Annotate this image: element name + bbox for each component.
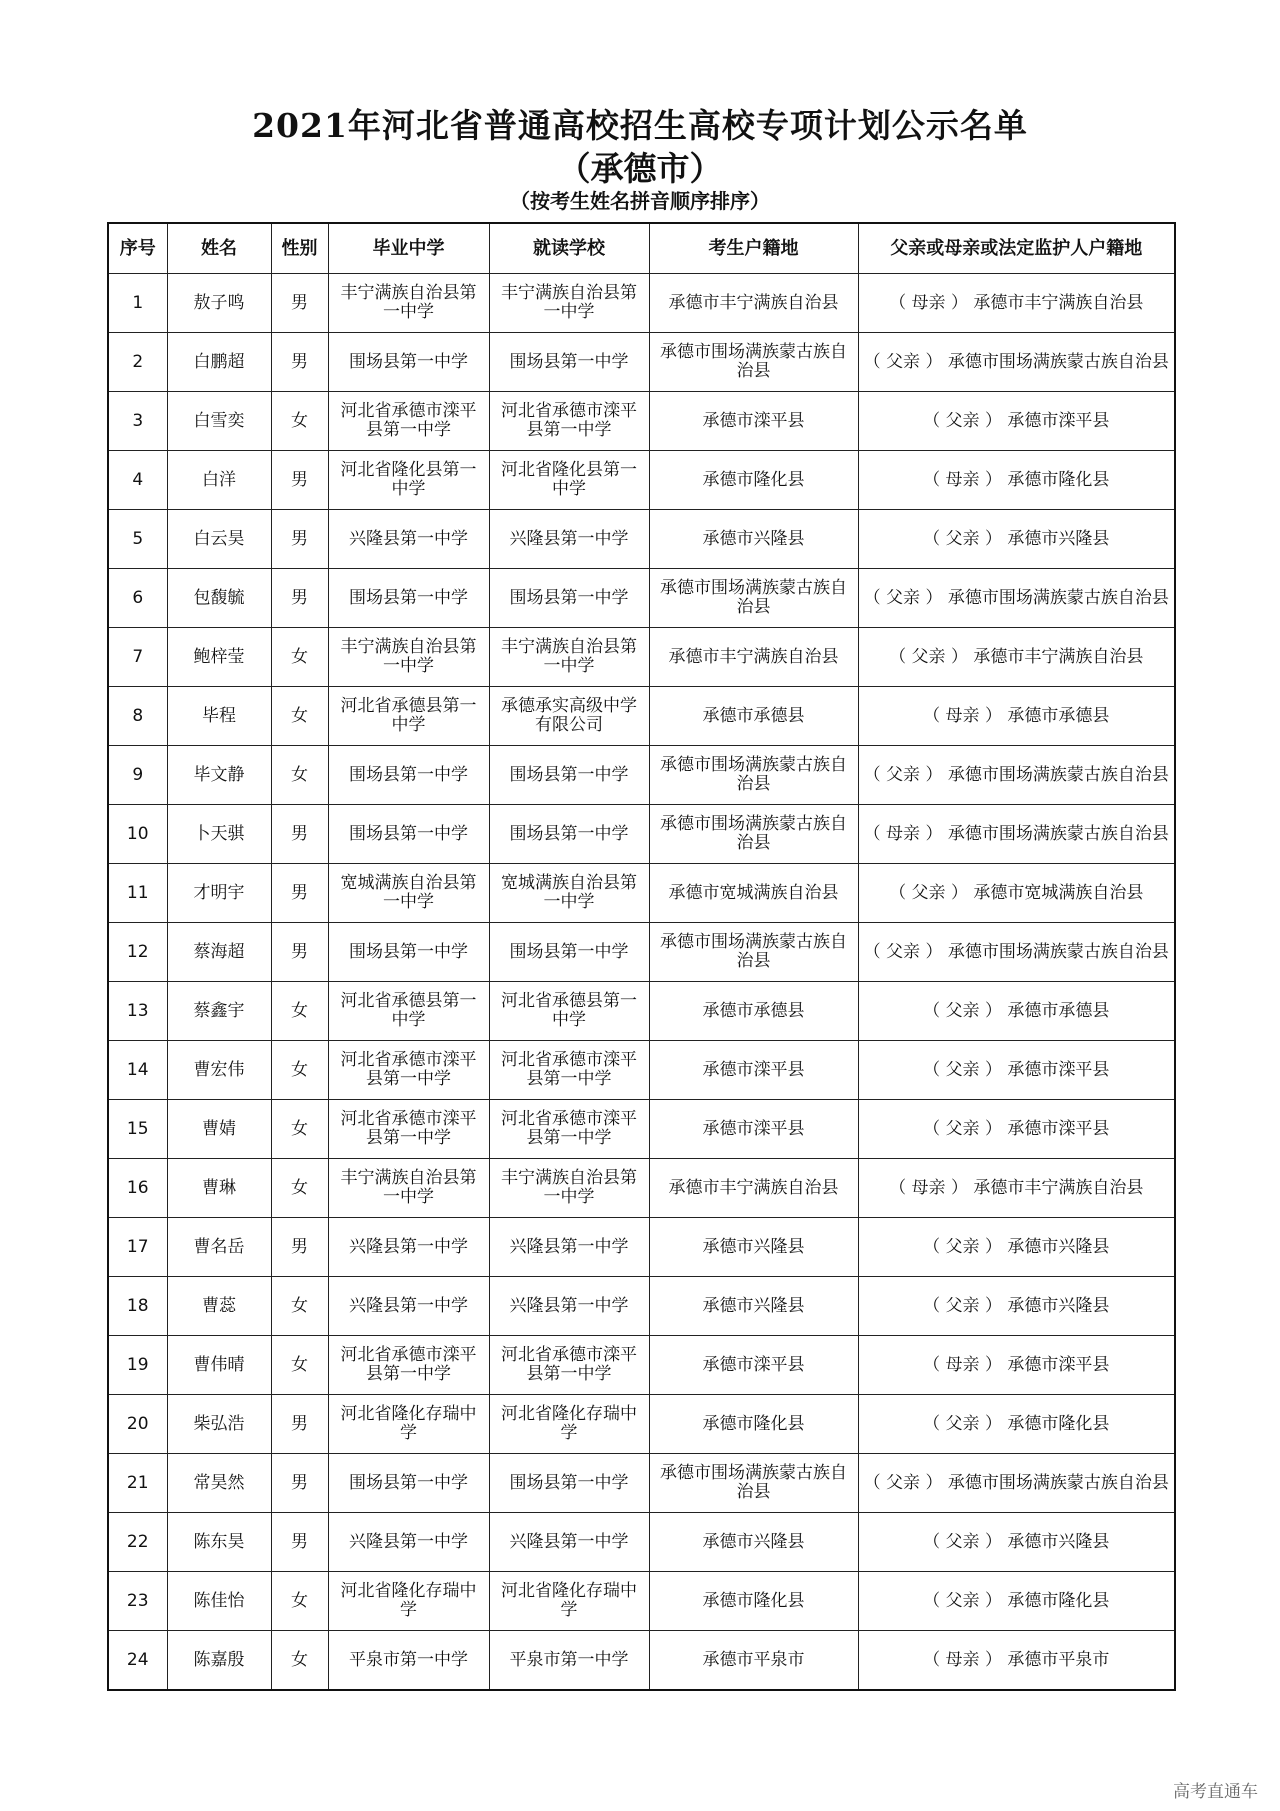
student-sex: 女 <box>271 1159 328 1218</box>
guardian-relation: （ 父亲 ） <box>863 764 943 785</box>
student-sex: 男 <box>271 1218 328 1277</box>
guardian-cell <box>858 392 1175 451</box>
student-sex: 女 <box>271 1631 328 1691</box>
guardian-relation: （ 父亲 ） <box>923 1531 1002 1552</box>
graduation-school: 丰宁满族自治县第一中学 <box>328 628 489 687</box>
guardian-cell <box>858 628 1175 687</box>
guardian-relation: （ 父亲 ） <box>923 1118 1002 1139</box>
student-name: 才明宇 <box>167 864 271 923</box>
row-number: 3 <box>108 392 167 451</box>
table-row <box>108 1100 1175 1159</box>
graduation-school: 兴隆县第一中学 <box>328 1277 489 1336</box>
guardian-residence: 承德市承德县 <box>1007 705 1110 726</box>
student-sex: 男 <box>271 274 328 333</box>
graduation-school: 河北省承德市滦平县第一中学 <box>328 392 489 451</box>
graduation-school: 平泉市第一中学 <box>328 1631 489 1691</box>
guardian-relation: （ 父亲 ） <box>863 351 943 372</box>
table-row <box>108 982 1175 1041</box>
student-name: 曹琳 <box>167 1159 271 1218</box>
student-residence: 承德市平泉市 <box>649 1631 858 1691</box>
student-residence: 承德市丰宁满族自治县 <box>649 628 858 687</box>
table-row <box>108 923 1175 982</box>
graduation-school: 围场县第一中学 <box>328 569 489 628</box>
student-residence: 承德市围场满族蒙古族自治县 <box>649 569 858 628</box>
graduation-school: 兴隆县第一中学 <box>328 1218 489 1277</box>
table-row <box>108 1218 1175 1277</box>
guardian-cell <box>858 333 1175 392</box>
current-school: 兴隆县第一中学 <box>489 510 649 569</box>
current-school: 围场县第一中学 <box>489 1454 649 1513</box>
current-school: 丰宁满族自治县第一中学 <box>489 628 649 687</box>
guardian-cell <box>858 1041 1175 1100</box>
table-row <box>108 805 1175 864</box>
student-sex: 女 <box>271 1336 328 1395</box>
student-sex: 男 <box>271 923 328 982</box>
guardian-residence: 承德市承德县 <box>1007 1000 1110 1021</box>
row-number: 4 <box>108 451 167 510</box>
table-row <box>108 333 1175 392</box>
student-name: 白云昊 <box>167 510 271 569</box>
column-header-current-school: 就读学校 <box>489 223 649 274</box>
student-residence: 承德市滦平县 <box>649 1041 858 1100</box>
watermark: 高考直通车 <box>1173 1782 1258 1802</box>
graduation-school: 河北省承德县第一中学 <box>328 687 489 746</box>
guardian-cell <box>858 1572 1175 1631</box>
current-school: 河北省承德县第一中学 <box>489 982 649 1041</box>
student-sex: 女 <box>271 687 328 746</box>
current-school: 围场县第一中学 <box>489 746 649 805</box>
guardian-cell <box>858 923 1175 982</box>
guardian-cell <box>858 982 1175 1041</box>
guardian-relation: （ 父亲 ） <box>923 1059 1002 1080</box>
student-residence: 承德市隆化县 <box>649 1572 858 1631</box>
guardian-residence: 承德市丰宁满族自治县 <box>973 292 1144 313</box>
guardian-residence: 承德市宽城满族自治县 <box>973 882 1144 903</box>
guardian-cell <box>858 1395 1175 1454</box>
student-sex: 女 <box>271 1572 328 1631</box>
row-number: 23 <box>108 1572 167 1631</box>
student-sex: 男 <box>271 805 328 864</box>
current-school: 河北省承德市滦平县第一中学 <box>489 392 649 451</box>
page-title: 2021年河北省普通高校招生高校专项计划公示名单 <box>252 106 1028 145</box>
student-name: 包馥毓 <box>167 569 271 628</box>
graduation-school: 河北省承德市滦平县第一中学 <box>328 1041 489 1100</box>
student-residence: 承德市滦平县 <box>649 1336 858 1395</box>
current-school: 围场县第一中学 <box>489 569 649 628</box>
guardian-relation: （ 母亲 ） <box>923 469 1002 490</box>
row-number: 22 <box>108 1513 167 1572</box>
student-residence: 承德市宽城满族自治县 <box>649 864 858 923</box>
student-name: 毕文静 <box>167 746 271 805</box>
student-residence: 承德市围场满族蒙古族自治县 <box>649 1454 858 1513</box>
student-sex: 男 <box>271 1395 328 1454</box>
student-residence: 承德市滦平县 <box>649 392 858 451</box>
student-name: 蔡鑫宇 <box>167 982 271 1041</box>
student-sex: 男 <box>271 510 328 569</box>
table-row <box>108 392 1175 451</box>
current-school: 兴隆县第一中学 <box>489 1218 649 1277</box>
student-residence: 承德市丰宁满族自治县 <box>649 1159 858 1218</box>
guardian-residence: 承德市丰宁满族自治县 <box>973 1177 1144 1198</box>
guardian-residence: 承德市兴隆县 <box>1007 1295 1110 1316</box>
guardian-cell <box>858 569 1175 628</box>
row-number: 12 <box>108 923 167 982</box>
table-row <box>108 1572 1175 1631</box>
student-residence: 承德市兴隆县 <box>649 1277 858 1336</box>
student-residence: 承德市围场满族蒙古族自治县 <box>649 805 858 864</box>
guardian-cell <box>858 1454 1175 1513</box>
student-name: 曹婧 <box>167 1100 271 1159</box>
guardian-relation: （ 父亲 ） <box>923 528 1002 549</box>
guardian-residence: 承德市围场满族蒙古族自治县 <box>947 941 1169 962</box>
guardian-cell <box>858 1336 1175 1395</box>
student-name: 曹宏伟 <box>167 1041 271 1100</box>
guardian-cell <box>858 274 1175 333</box>
student-name: 曹蕊 <box>167 1277 271 1336</box>
guardian-residence: 承德市围场满族蒙古族自治县 <box>947 823 1169 844</box>
student-residence: 承德市围场满族蒙古族自治县 <box>649 923 858 982</box>
student-sex: 男 <box>271 1513 328 1572</box>
guardian-residence: 承德市丰宁满族自治县 <box>973 646 1144 667</box>
table-header-row <box>108 223 1175 274</box>
student-sex: 女 <box>271 1041 328 1100</box>
table-row <box>108 1395 1175 1454</box>
table-row <box>108 1277 1175 1336</box>
guardian-residence: 承德市隆化县 <box>1007 1413 1110 1434</box>
current-school: 丰宁满族自治县第一中学 <box>489 274 649 333</box>
guardian-relation: （ 母亲 ） <box>889 292 968 313</box>
guardian-relation: （ 母亲 ） <box>923 1649 1002 1670</box>
current-school: 河北省承德市滦平县第一中学 <box>489 1041 649 1100</box>
row-number: 2 <box>108 333 167 392</box>
current-school: 河北省隆化县第一中学 <box>489 451 649 510</box>
guardian-relation: （ 母亲 ） <box>863 823 943 844</box>
table-row <box>108 1454 1175 1513</box>
guardian-residence: 承德市围场满族蒙古族自治县 <box>947 587 1169 608</box>
row-number: 6 <box>108 569 167 628</box>
guardian-residence: 承德市围场满族蒙古族自治县 <box>947 351 1169 372</box>
current-school: 围场县第一中学 <box>489 923 649 982</box>
table-row <box>108 451 1175 510</box>
student-sex: 男 <box>271 1454 328 1513</box>
row-number: 7 <box>108 628 167 687</box>
row-number: 1 <box>108 274 167 333</box>
column-header-sex: 性别 <box>271 223 328 274</box>
current-school: 围场县第一中学 <box>489 805 649 864</box>
table-row <box>108 1513 1175 1572</box>
guardian-relation: （ 母亲 ） <box>889 1177 968 1198</box>
current-school: 河北省承德市滦平县第一中学 <box>489 1336 649 1395</box>
student-name: 曹名岳 <box>167 1218 271 1277</box>
guardian-cell <box>858 687 1175 746</box>
current-school: 兴隆县第一中学 <box>489 1513 649 1572</box>
student-sex: 女 <box>271 982 328 1041</box>
graduation-school: 围场县第一中学 <box>328 805 489 864</box>
student-name: 白雪奕 <box>167 392 271 451</box>
graduation-school: 河北省隆化存瑞中学 <box>328 1395 489 1454</box>
student-residence: 承德市承德县 <box>649 687 858 746</box>
student-residence: 承德市围场满族蒙古族自治县 <box>649 746 858 805</box>
guardian-relation: （ 母亲 ） <box>923 1354 1002 1375</box>
row-number: 16 <box>108 1159 167 1218</box>
student-name: 白鹏超 <box>167 333 271 392</box>
table-row <box>108 1041 1175 1100</box>
guardian-residence: 承德市滦平县 <box>1007 1059 1110 1080</box>
row-number: 14 <box>108 1041 167 1100</box>
graduation-school: 兴隆县第一中学 <box>328 510 489 569</box>
graduation-school: 围场县第一中学 <box>328 1454 489 1513</box>
row-number: 13 <box>108 982 167 1041</box>
student-sex: 女 <box>271 392 328 451</box>
guardian-cell <box>858 1513 1175 1572</box>
row-number: 17 <box>108 1218 167 1277</box>
student-residence: 承德市丰宁满族自治县 <box>649 274 858 333</box>
student-sex: 男 <box>271 451 328 510</box>
student-name: 陈嘉殷 <box>167 1631 271 1691</box>
current-school: 河北省隆化存瑞中学 <box>489 1395 649 1454</box>
row-number: 15 <box>108 1100 167 1159</box>
table-row <box>108 569 1175 628</box>
guardian-residence: 承德市围场满族蒙古族自治县 <box>947 764 1169 785</box>
student-name: 陈佳怡 <box>167 1572 271 1631</box>
guardian-cell <box>858 1100 1175 1159</box>
guardian-relation: （ 父亲 ） <box>923 1295 1002 1316</box>
column-header-no: 序号 <box>108 223 167 274</box>
row-number: 21 <box>108 1454 167 1513</box>
current-school: 宽城满族自治县第一中学 <box>489 864 649 923</box>
table-row <box>108 274 1175 333</box>
guardian-relation: （ 父亲 ） <box>923 1000 1002 1021</box>
student-residence: 承德市隆化县 <box>649 451 858 510</box>
student-residence: 承德市兴隆县 <box>649 510 858 569</box>
graduation-school: 宽城满族自治县第一中学 <box>328 864 489 923</box>
page-subtitle: （承德市） <box>557 149 723 188</box>
graduation-school: 河北省承德市滦平县第一中学 <box>328 1100 489 1159</box>
student-name: 陈东昊 <box>167 1513 271 1572</box>
graduation-school: 河北省承德市滦平县第一中学 <box>328 1336 489 1395</box>
row-number: 18 <box>108 1277 167 1336</box>
student-name: 柴弘浩 <box>167 1395 271 1454</box>
guardian-cell <box>858 864 1175 923</box>
current-school: 河北省隆化存瑞中学 <box>489 1572 649 1631</box>
guardian-residence: 承德市兴隆县 <box>1007 1531 1110 1552</box>
guardian-cell <box>858 1277 1175 1336</box>
guardian-relation: （ 父亲 ） <box>863 1472 943 1493</box>
roster-table <box>107 222 1176 1691</box>
table-row <box>108 510 1175 569</box>
guardian-residence: 承德市滦平县 <box>1007 410 1110 431</box>
graduation-school: 丰宁满族自治县第一中学 <box>328 1159 489 1218</box>
guardian-cell <box>858 1159 1175 1218</box>
column-header-name: 姓名 <box>167 223 271 274</box>
graduation-school: 丰宁满族自治县第一中学 <box>328 274 489 333</box>
row-number: 10 <box>108 805 167 864</box>
guardian-cell <box>858 746 1175 805</box>
guardian-relation: （ 父亲 ） <box>923 1236 1002 1257</box>
guardian-residence: 承德市围场满族蒙古族自治县 <box>947 1472 1169 1493</box>
guardian-relation: （ 母亲 ） <box>923 705 1002 726</box>
row-number: 11 <box>108 864 167 923</box>
column-header-guardian-residence: 父亲或母亲或法定监护人户籍地 <box>858 223 1175 274</box>
guardian-cell <box>858 1631 1175 1691</box>
guardian-residence: 承德市隆化县 <box>1007 1590 1110 1611</box>
graduation-school: 河北省承德县第一中学 <box>328 982 489 1041</box>
current-school: 河北省承德市滦平县第一中学 <box>489 1100 649 1159</box>
student-residence: 承德市滦平县 <box>649 1100 858 1159</box>
guardian-relation: （ 父亲 ） <box>923 410 1002 431</box>
row-number: 5 <box>108 510 167 569</box>
row-number: 24 <box>108 1631 167 1691</box>
guardian-relation: （ 父亲 ） <box>889 646 968 667</box>
guardian-cell <box>858 451 1175 510</box>
student-residence: 承德市兴隆县 <box>649 1218 858 1277</box>
guardian-residence: 承德市滦平县 <box>1007 1118 1110 1139</box>
guardian-relation: （ 父亲 ） <box>923 1590 1002 1611</box>
table-row <box>108 1159 1175 1218</box>
guardian-relation: （ 父亲 ） <box>923 1413 1002 1434</box>
row-number: 8 <box>108 687 167 746</box>
table-row <box>108 628 1175 687</box>
student-sex: 女 <box>271 628 328 687</box>
student-sex: 女 <box>271 1277 328 1336</box>
current-school: 承德承实高级中学有限公司 <box>489 687 649 746</box>
current-school: 围场县第一中学 <box>489 333 649 392</box>
roster-body <box>108 274 1175 1691</box>
guardian-cell <box>858 510 1175 569</box>
student-residence: 承德市承德县 <box>649 982 858 1041</box>
graduation-school: 围场县第一中学 <box>328 923 489 982</box>
student-name: 常昊然 <box>167 1454 271 1513</box>
student-name: 卜天骐 <box>167 805 271 864</box>
student-name: 曹伟晴 <box>167 1336 271 1395</box>
student-name: 白洋 <box>167 451 271 510</box>
row-number: 19 <box>108 1336 167 1395</box>
graduation-school: 兴隆县第一中学 <box>328 1513 489 1572</box>
graduation-school: 河北省隆化县第一中学 <box>328 451 489 510</box>
student-sex: 女 <box>271 746 328 805</box>
student-sex: 男 <box>271 569 328 628</box>
student-residence: 承德市隆化县 <box>649 1395 858 1454</box>
column-header-residence: 考生户籍地 <box>649 223 858 274</box>
table-row <box>108 1631 1175 1691</box>
student-name: 蔡海超 <box>167 923 271 982</box>
guardian-relation: （ 父亲 ） <box>889 882 968 903</box>
guardian-cell <box>858 1218 1175 1277</box>
current-school: 兴隆县第一中学 <box>489 1277 649 1336</box>
sort-order-note: （按考生姓名拼音顺序排序） <box>510 189 770 213</box>
guardian-residence: 承德市兴隆县 <box>1007 1236 1110 1257</box>
guardian-cell <box>858 805 1175 864</box>
current-school: 平泉市第一中学 <box>489 1631 649 1691</box>
guardian-residence: 承德市滦平县 <box>1007 1354 1110 1375</box>
current-school: 丰宁满族自治县第一中学 <box>489 1159 649 1218</box>
table-row <box>108 687 1175 746</box>
guardian-relation: （ 父亲 ） <box>863 941 943 962</box>
student-residence: 承德市兴隆县 <box>649 1513 858 1572</box>
student-sex: 男 <box>271 333 328 392</box>
graduation-school: 围场县第一中学 <box>328 746 489 805</box>
graduation-school: 河北省隆化存瑞中学 <box>328 1572 489 1631</box>
guardian-residence: 承德市兴隆县 <box>1007 528 1110 549</box>
student-name: 鲍梓莹 <box>167 628 271 687</box>
student-sex: 女 <box>271 1100 328 1159</box>
graduation-school: 围场县第一中学 <box>328 333 489 392</box>
student-residence: 承德市围场满族蒙古族自治县 <box>649 333 858 392</box>
row-number: 20 <box>108 1395 167 1454</box>
guardian-residence: 承德市平泉市 <box>1007 1649 1110 1670</box>
guardian-relation: （ 父亲 ） <box>863 587 943 608</box>
table-row <box>108 746 1175 805</box>
table-row <box>108 864 1175 923</box>
column-header-grad-school: 毕业中学 <box>328 223 489 274</box>
table-row <box>108 1336 1175 1395</box>
row-number: 9 <box>108 746 167 805</box>
guardian-residence: 承德市隆化县 <box>1007 469 1110 490</box>
student-name: 毕程 <box>167 687 271 746</box>
student-name: 敖子鸣 <box>167 274 271 333</box>
student-sex: 男 <box>271 864 328 923</box>
